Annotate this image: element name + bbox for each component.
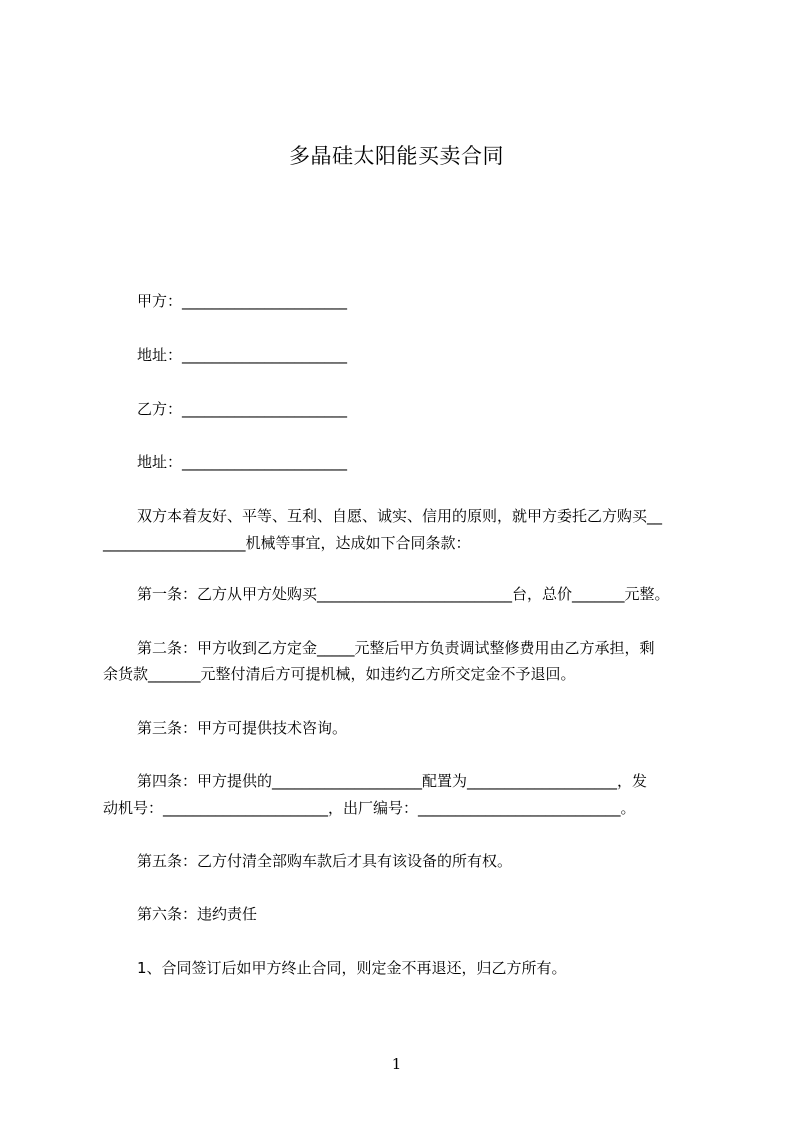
article-6-heading: 第六条：违约责任	[137, 905, 258, 923]
intro-paragraph-line-2: ___________________机械等事宜，达成如下合同条款：	[103, 534, 471, 552]
article-4-line-2: 动机号：______________________，出厂编号：___________________________。	[103, 799, 636, 817]
page-number: 1	[391, 1055, 402, 1073]
address-b-field: 地址：______________________	[137, 453, 348, 471]
article-2-line-1: 第二条：甲方收到乙方定金_____元整后甲方负责调试整修费用由乙方承担，剩	[137, 639, 655, 657]
article-4-line-1: 第四条：甲方提供的____________________配置为____________________，发	[137, 772, 648, 790]
party-a-field: 甲方：______________________	[137, 292, 348, 310]
article-1: 第一条：乙方从甲方处购买__________________________台，总价_______元整。	[137, 585, 670, 603]
party-b-field: 乙方：______________________	[137, 400, 348, 418]
document-title: 多晶硅太阳能买卖合同	[289, 144, 504, 168]
article-3: 第三条：甲方可提供技术咨询。	[137, 719, 348, 737]
article-6-clause-1: 1、合同签订后如甲方终止合同，则定金不再退还，归乙方所有。	[137, 959, 567, 977]
article-5: 第五条：乙方付清全部购车款后才具有该设备的所有权。	[137, 852, 513, 870]
address-a-field: 地址：______________________	[137, 346, 348, 364]
article-2-line-2: 余货款_______元整付清后方可提机械，如违约乙方所交定金不予退回。	[103, 665, 576, 683]
intro-paragraph-line-1: 双方本着友好、平等、互利、自愿、诚实、信用的原则，就甲方委托乙方购买__	[137, 507, 663, 525]
